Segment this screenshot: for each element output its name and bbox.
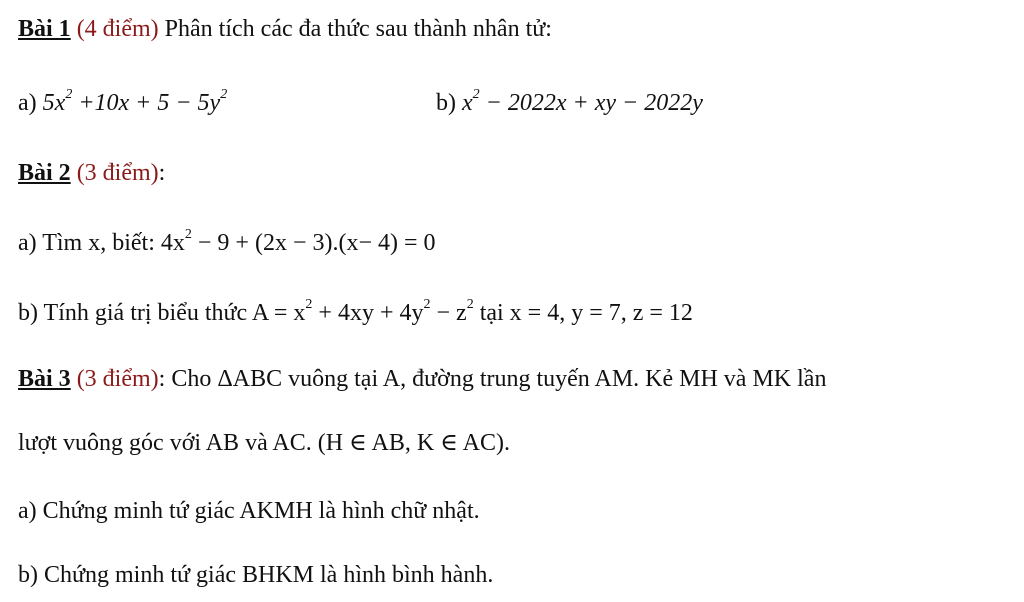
bai2-heading xyxy=(18,158,165,188)
bai3-text2: lượt vuông góc với AB và AC. (H ∈ AB, K ∈ AC). xyxy=(18,430,510,456)
bai1-parts xyxy=(18,88,1008,118)
bai2-points: (3 điểm) xyxy=(76,160,159,186)
bai1-b-expr: $x^2 - 2022x$ + xy − 2022y xyxy=(462,87,703,116)
bai3-heading xyxy=(18,364,826,394)
bai2-b-text: b) Tính giá trị biểu thức xyxy=(18,300,248,326)
bai3-a: a) Chứng minh tứ giác AKMH là hình chữ nhật. xyxy=(18,498,480,524)
bai3-label: Bài 3 xyxy=(18,366,71,392)
bai1-b xyxy=(436,88,703,118)
bai2-text: : xyxy=(158,160,166,186)
bai1-points: (4 điểm) xyxy=(76,16,159,42)
bai1-label: Bài 1 xyxy=(18,16,71,42)
bai3-points: (3 điểm) xyxy=(76,366,159,392)
bai3-text1: : Cho ΔABC vuông tại A, đường trung tuyến AM. Kẻ MH và MK lần xyxy=(158,366,827,392)
bai2-b xyxy=(18,298,693,328)
bai2-b-expr: $A = x^2 + 4xy + 4y^2 - z^2$ tại x = 4, y = 7, z = 12 xyxy=(251,297,693,326)
bai3-b: b) Chứng minh tứ giác BHKM là hình bình hành. xyxy=(18,562,494,588)
bai2-a-expr: $4x^2 - 9 + (2x - 3).(x- 4) = 0$ xyxy=(160,227,436,256)
bai2-a xyxy=(18,228,436,258)
bai2-label: Bài 2 xyxy=(18,160,71,186)
bai1-a-expr: $5x^2 +10x + 5 - 5y^2$ xyxy=(42,87,228,116)
bai1-a-prefix: a) xyxy=(18,90,37,116)
bai1-heading xyxy=(18,14,552,44)
bai1-text: Phân tích các đa thức sau thành nhân tử: xyxy=(164,16,552,42)
bai1-b-prefix: b) xyxy=(436,90,456,116)
bai2-a-text: a) Tìm x, biết: xyxy=(18,230,155,256)
